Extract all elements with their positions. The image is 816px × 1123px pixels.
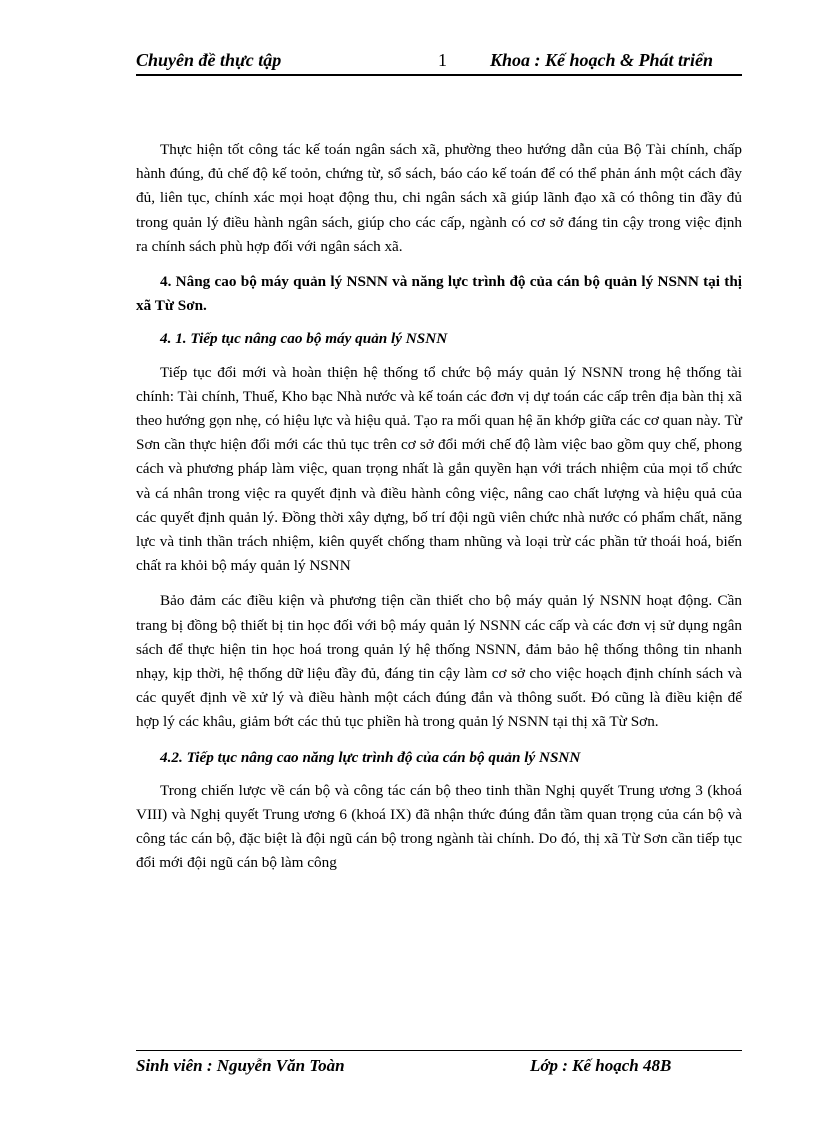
paragraph-equipment: Bảo đảm các điều kiện và phương tiện cần thiết cho bộ máy quản lý NSNN hoạt động. Cần trang bị đồng bộ thiết bị tin học đối với bộ máy quản lý NSNN các cấp và các đơn vị sử dụng ngân sách để thực hiện tin học hoá trong quản lý hệ thống NSNN, đảm bảo hệ thống thông tin nhanh nhạy, kịp thời, hệ thống dữ liệu đầy đủ, đáng tin cậy làm cơ sở cho việc hoạch định chính sách và các quyết định về xử lý và điều hành một cách đúng đắn và thông suốt. Đó cũng là điều kiện để hợp lý các khâu, giảm bớt các thủ tục phiền hà trong quản lý NSNN tại thị xã Từ Sơn.	[136, 592, 742, 731]
paragraph-accounting: Thực hiện tốt công tác kế toán ngân sách xã, phường theo hướng dẫn của Bộ Tài chính, chấp hành đúng, đủ chế độ kế toỏn, chứng từ, sổ sách, báo cáo kế toán để có thể phản ánh một cách đầy đủ, liên tục, chính xác mọi hoạt động thu, chi ngân sách xã giúp lãnh đạo xã có thông tin đầy đủ trong quản lý điều hành ngân sách, giúp cho các cấp, ngành có cơ sở đáng tin cậy trong việc định ra chính sách phù hợp đối với ngân sách xã.	[136, 141, 742, 255]
subsection-heading-4-1: 4. 1. Tiếp tục nâng cao bộ máy quản lý NSNN	[160, 330, 448, 348]
header-title: Chuyên đề thực tập	[136, 50, 282, 70]
footer-class: Lớp : Kế hoạch 48B	[530, 1056, 672, 1075]
section-heading-4: 4. Nâng cao bộ máy quản lý NSNN và năng lực trình độ của cán bộ quản lý NSNN tại thị xã Từ Sơn.	[136, 273, 742, 315]
subsection-heading-4-2: 4.2. Tiếp tục nâng cao năng lực trình độ của cán bộ quản lý NSNN	[160, 748, 581, 766]
page-header	[136, 46, 742, 76]
footer-student: Sinh viên : Nguyễn Văn Toàn	[136, 1056, 345, 1075]
page-footer	[136, 1050, 742, 1081]
page-number: 1	[438, 50, 447, 70]
paragraph-staff-strategy: Trong chiến lược về cán bộ và công tác cán bộ theo tinh thần Nghị quyết Trung ương 3 (khoá VIII) và Nghị quyết Trung ương 6 (khoá IX) đã nhận thức đúng đắn tầm quan trọng của cán bộ và công tác cán bộ, đặc biệt là đội ngũ cán bộ trong ngành tài chính. Do đó, thị xã Từ Sơn cần tiếp tục đổi mới đội ngũ cán bộ làm công	[136, 781, 742, 872]
document-body	[136, 138, 742, 887]
paragraph-apparatus-reform: Tiếp tục đổi mới và hoàn thiện hệ thống tổ chức bộ máy quản lý NSNN trong hệ thống tài chính: Tài chính, Thuế, Kho bạc Nhà nước và kế toán các đơn vị dự toán các cấp trên địa bàn thị xã theo hướng gọn nhẹ, có hiệu lực và hiệu quả. Tạo ra mối quan hệ ăn khớp giữa các cơ quan này. Từ Sơn cần thực hiện đổi mới các thủ tục trên cơ sở đổi mới chế độ làm việc bao gồm quy chế, phong cách và phương pháp làm việc, quan trọng nhất là gắn quyền hạn với trách nhiệm của mọi tổ chức và cá nhân trong việc ra quyết định và điều hành công việc, nâng cao chất lượng và hiệu quả của các quyết định quản lý. Đồng thời xây dựng, bố trí đội ngũ viên chức nhà nước có phẩm chất, năng lực và tinh thần trách nhiệm, kiên quyết chống tham nhũng và loại trừ các phần tử thoái hoá, biến chất ra khỏi bộ máy quản lý NSNN	[136, 363, 742, 575]
header-department: Khoa : Kế hoạch & Phát triển	[490, 50, 714, 70]
